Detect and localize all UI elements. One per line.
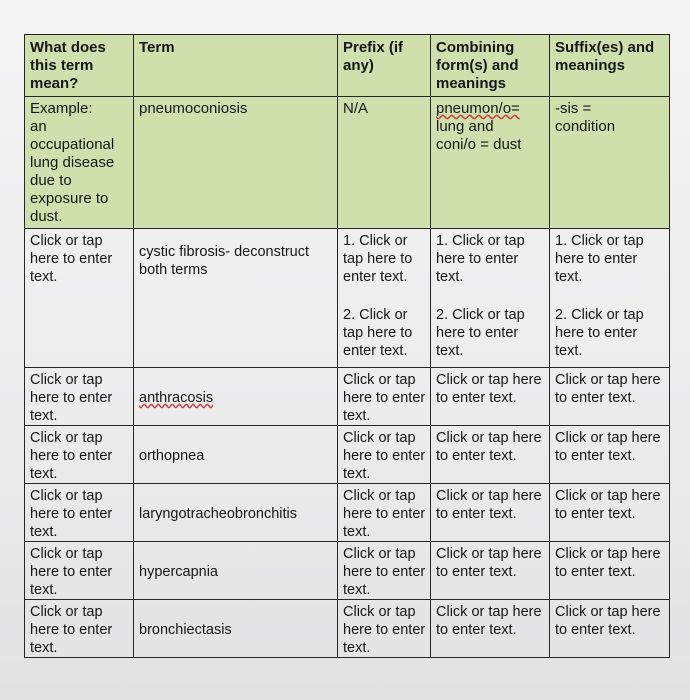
- example-suffix-1: -sis =: [555, 100, 592, 117]
- suffix-field[interactable]: Click or tap here to enter text.: [550, 542, 670, 600]
- prefix-field[interactable]: Click or tap here to enter text.: [338, 368, 431, 426]
- table-row: [25, 484, 670, 542]
- header-prefix: Prefix (if any): [338, 35, 431, 97]
- term-cell: bronchiectasis: [134, 600, 338, 658]
- meaning-field[interactable]: Click or tap here to enter text.: [25, 600, 134, 658]
- term-cell: anthracosis: [134, 368, 338, 426]
- header-term: Term: [134, 35, 338, 97]
- table-row: [25, 542, 670, 600]
- cystic-combining-1-field[interactable]: 1. Click or tap here to enter text.: [436, 233, 525, 285]
- cystic-combining-2-field[interactable]: 2. Click or tap here to enter text.: [436, 307, 525, 359]
- example-row: [25, 97, 670, 229]
- example-term: pneumoconiosis: [134, 97, 338, 229]
- prefix-field[interactable]: Click or tap here to enter text.: [338, 484, 431, 542]
- header-row: [25, 35, 670, 97]
- term-cell: orthopnea: [134, 426, 338, 484]
- cystic-suffix-1-field[interactable]: 1. Click or tap here to enter text.: [555, 233, 644, 285]
- example-combining-cell: [431, 97, 550, 229]
- example-meaning: an occupational lung disease due to exposure to dust.: [30, 118, 115, 225]
- meaning-field[interactable]: Click or tap here to enter text.: [25, 368, 134, 426]
- suffix-field[interactable]: Click or tap here to enter text.: [550, 484, 670, 542]
- cystic-prefix-2-field[interactable]: 2. Click or tap here to enter text.: [343, 307, 413, 359]
- cystic-prefix-1-field[interactable]: 1. Click or tap here to enter text.: [343, 233, 413, 285]
- cystic-suffix-2-field[interactable]: 2. Click or tap here to enter text.: [555, 307, 644, 359]
- cystic-term-text: cystic fibrosis- deconstruct both terms: [139, 244, 310, 278]
- meaning-field[interactable]: Click or tap here to enter text.: [25, 542, 134, 600]
- cystic-suffix-cell: [550, 229, 670, 368]
- prefix-field[interactable]: Click or tap here to enter text.: [338, 426, 431, 484]
- cystic-prefix-cell: [338, 229, 431, 368]
- prefix-field[interactable]: Click or tap here to enter text.: [338, 600, 431, 658]
- cystic-term: [134, 229, 338, 368]
- combining-form-field[interactable]: Click or tap here to enter text.: [431, 484, 550, 542]
- combining-form-field[interactable]: Click or tap here to enter text.: [431, 368, 550, 426]
- example-meaning-cell: [25, 97, 134, 229]
- suffix-field[interactable]: Click or tap here to enter text.: [550, 368, 670, 426]
- term-cell: laryngotracheobronchitis: [134, 484, 338, 542]
- cystic-meaning-field[interactable]: Click or tap here to enter text.: [25, 229, 134, 368]
- suffix-field[interactable]: Click or tap here to enter text.: [550, 600, 670, 658]
- combining-form-field[interactable]: Click or tap here to enter text.: [431, 542, 550, 600]
- header-combining-form: Combining form(s) and meanings: [431, 35, 550, 97]
- example-combining-2: lung and: [436, 118, 494, 135]
- combining-form-field[interactable]: Click or tap here to enter text.: [431, 426, 550, 484]
- prefix-field[interactable]: Click or tap here to enter text.: [338, 542, 431, 600]
- cystic-fibrosis-row: [25, 229, 670, 368]
- meaning-field[interactable]: Click or tap here to enter text.: [25, 484, 134, 542]
- suffix-field[interactable]: Click or tap here to enter text.: [550, 426, 670, 484]
- table-row: [25, 600, 670, 658]
- table-row: [25, 426, 670, 484]
- header-suffix: Suffix(es) and meanings: [550, 35, 670, 97]
- combining-form-field[interactable]: Click or tap here to enter text.: [431, 600, 550, 658]
- header-meaning: What does this term mean?: [25, 35, 134, 97]
- cystic-combining-cell: [431, 229, 550, 368]
- word-parts-table: [24, 34, 670, 658]
- example-combining-3: coni/o = dust: [436, 136, 522, 153]
- table-row: [25, 368, 670, 426]
- example-suffix-cell: [550, 97, 670, 229]
- term-cell: hypercapnia: [134, 542, 338, 600]
- example-suffix-2: condition: [555, 118, 616, 135]
- meaning-field[interactable]: Click or tap here to enter text.: [25, 426, 134, 484]
- example-combining-1: pneumon/o=: [436, 100, 520, 117]
- example-prefix: N/A: [338, 97, 431, 229]
- example-label: Example:: [30, 100, 93, 117]
